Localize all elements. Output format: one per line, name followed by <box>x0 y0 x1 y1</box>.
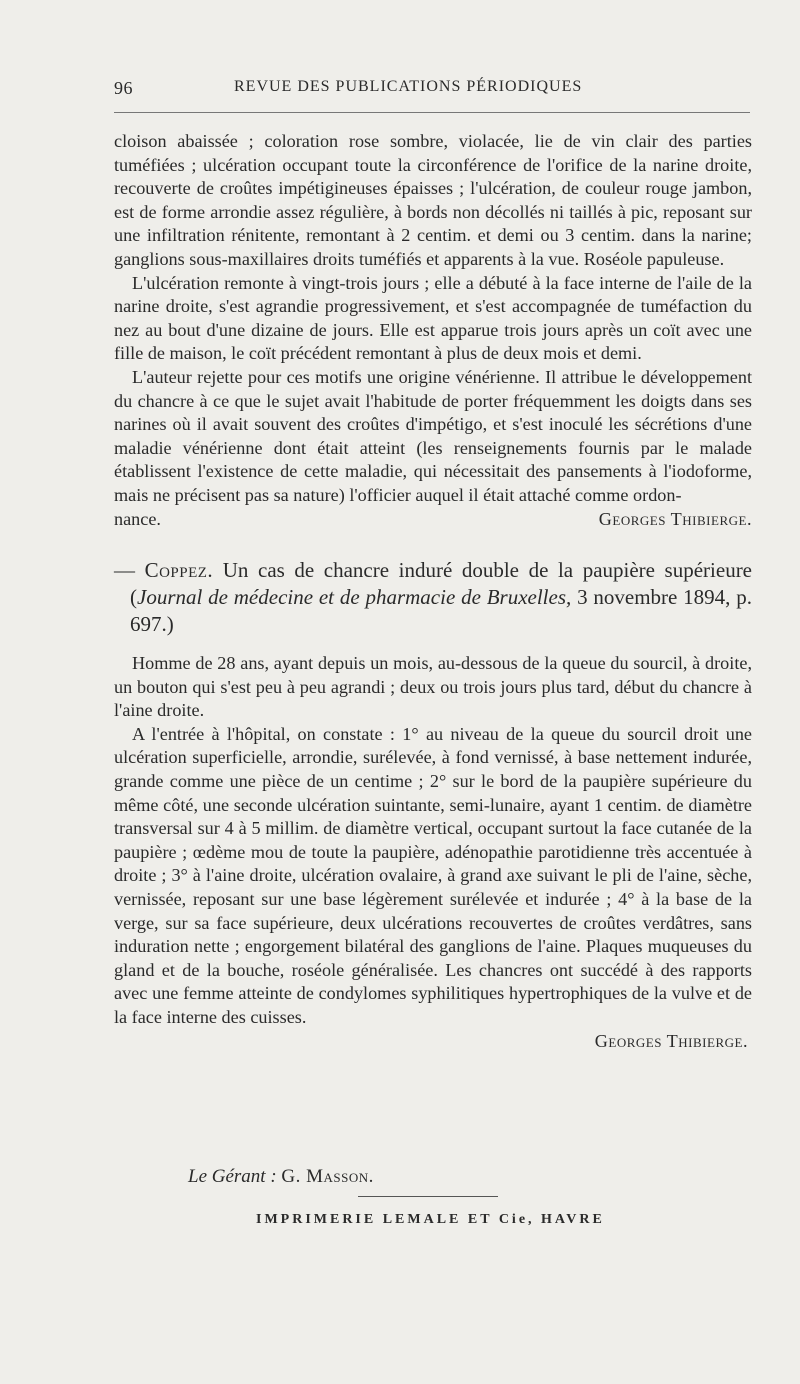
page-body <box>114 130 752 1053</box>
article1-paragraph-2: L'ulcération remonte à vingt-trois jours ; elle a débuté à la face interne de l'aile de la narine droite, s'est agrandie progressivement, et s'est accompagnée de tuméfaction du nez au bout d'une dizaine de jours. Elle est apparue trois jours après un coït avec une fille de maison, le coït précédent remontant à plus de deux mois et demi. <box>114 272 752 364</box>
page-number: 96 <box>114 78 133 98</box>
gerant-line <box>188 1166 374 1188</box>
article1-signature: Georges Thibierge. <box>598 508 752 529</box>
running-title: REVUE DES PUBLICATIONS PÉRIODIQUES <box>234 78 583 95</box>
header-rule <box>114 112 750 113</box>
article2-author: Coppez. <box>144 558 214 583</box>
article1-last-line: nance. <box>114 508 161 529</box>
article2-journal: Journal de médecine et de pharmacie de Bruxelles, <box>137 585 572 610</box>
article2-paragraph-1: Homme de 28 ans, ayant depuis un mois, au-dessous de la queue du sourcil, à droite, un bouton qui s'est peu à peu agrandi ; deux ou trois jours plus tard, début du chancre à l'aine droite. <box>114 653 752 721</box>
article2-signature: Georges Thibierge. <box>594 1030 748 1051</box>
article2-title: Un cas de chancre induré double de la paupière supérieure ( <box>130 558 753 610</box>
article1-paragraph-3: L'auteur rejette pour ces motifs une origine vénérienne. Il attribue le développement du chancre à ce que le sujet avait l'habitude de porter fréquemment les doigts dans ses narines où il avait souvent des croûtes d'impétigo, et s'est inoculé les sécrétions d'une maladie vénérienne dont était atteint (les renseignements fournis par le malade établissent l'existence de cette maladie, qui nécessitait des pansements à l'iodoforme, mais ne précisent pas sa nature) l'officier auquel il était attaché comme ordon- <box>114 366 752 505</box>
article2-heading <box>114 557 752 638</box>
footer-rule <box>358 1196 498 1197</box>
gerant-name: G. Masson. <box>281 1166 374 1187</box>
article2-signature-line <box>114 1030 752 1054</box>
article2-citation: 3 novembre 1894, p. 697.) <box>130 585 752 637</box>
article1-signature-line <box>114 508 752 532</box>
article1-paragraph-1: cloison abaissée ; coloration rose sombre, violacée, lie de vin clair des parties tuméfiées ; ulcération occupant toute la circonférence de l'orifice de la narine droite, recouverte de croûtes impétigineuses épaisses ; l'ulcération, de couleur rouge jambon, est de forme arrondie assez régulière, à bords non décollés ni taillés à pic, reposant sur une infiltration rénitente, remontant à 2 centim. et demi ou 3 centim. dans la narine; ganglions sous-maxillaires droits tuméfiés et apparents à la vue. Roséole papuleuse. <box>114 131 752 269</box>
gerant-label: Le Gérant : <box>188 1166 277 1187</box>
heading-dash: — <box>114 558 135 583</box>
printer-imprint: IMPRIMERIE LEMALE ET Cie, HAVRE <box>256 1212 605 1227</box>
article2-paragraph-2: A l'entrée à l'hôpital, on constate : 1° au niveau de la queue du sourcil droit une ulcération superficielle, arrondie, surélevée, à fond vernissé, à base nettement indurée, grande comme une pièce de un centime ; 2° sur le bord de la paupière supérieure du même côté, une seconde ulcération suintante, semi-lunaire, ayant 1 centim. de diamètre transversal sur 4 à 5 millim. de diamètre vertical, occupant surtout la face cutanée de la paupière ; œdème mou de toute la paupière, adénopathie parotidienne très accentuée à droite ; 3° à l'aine droite, ulcération ovalaire, à grand axe suivant le pli de l'aine, sèche, vernissée, reposant sur une base légèrement surélevée et indurée ; 4° à la base de la verge, sur sa face supérieure, deux ulcérations recouvertes de croûtes verdâtres, sans induration nette ; engorgement bilatéral des ganglions de l'aine. Plaques muqueuses du gland et de la bouche, roséole généralisée. Les chancres ont succédé à des rapports avec une femme atteinte de condylomes syphilitiques hypertrophiques de la vulve et de la face interne des cuisses. <box>114 723 752 1027</box>
